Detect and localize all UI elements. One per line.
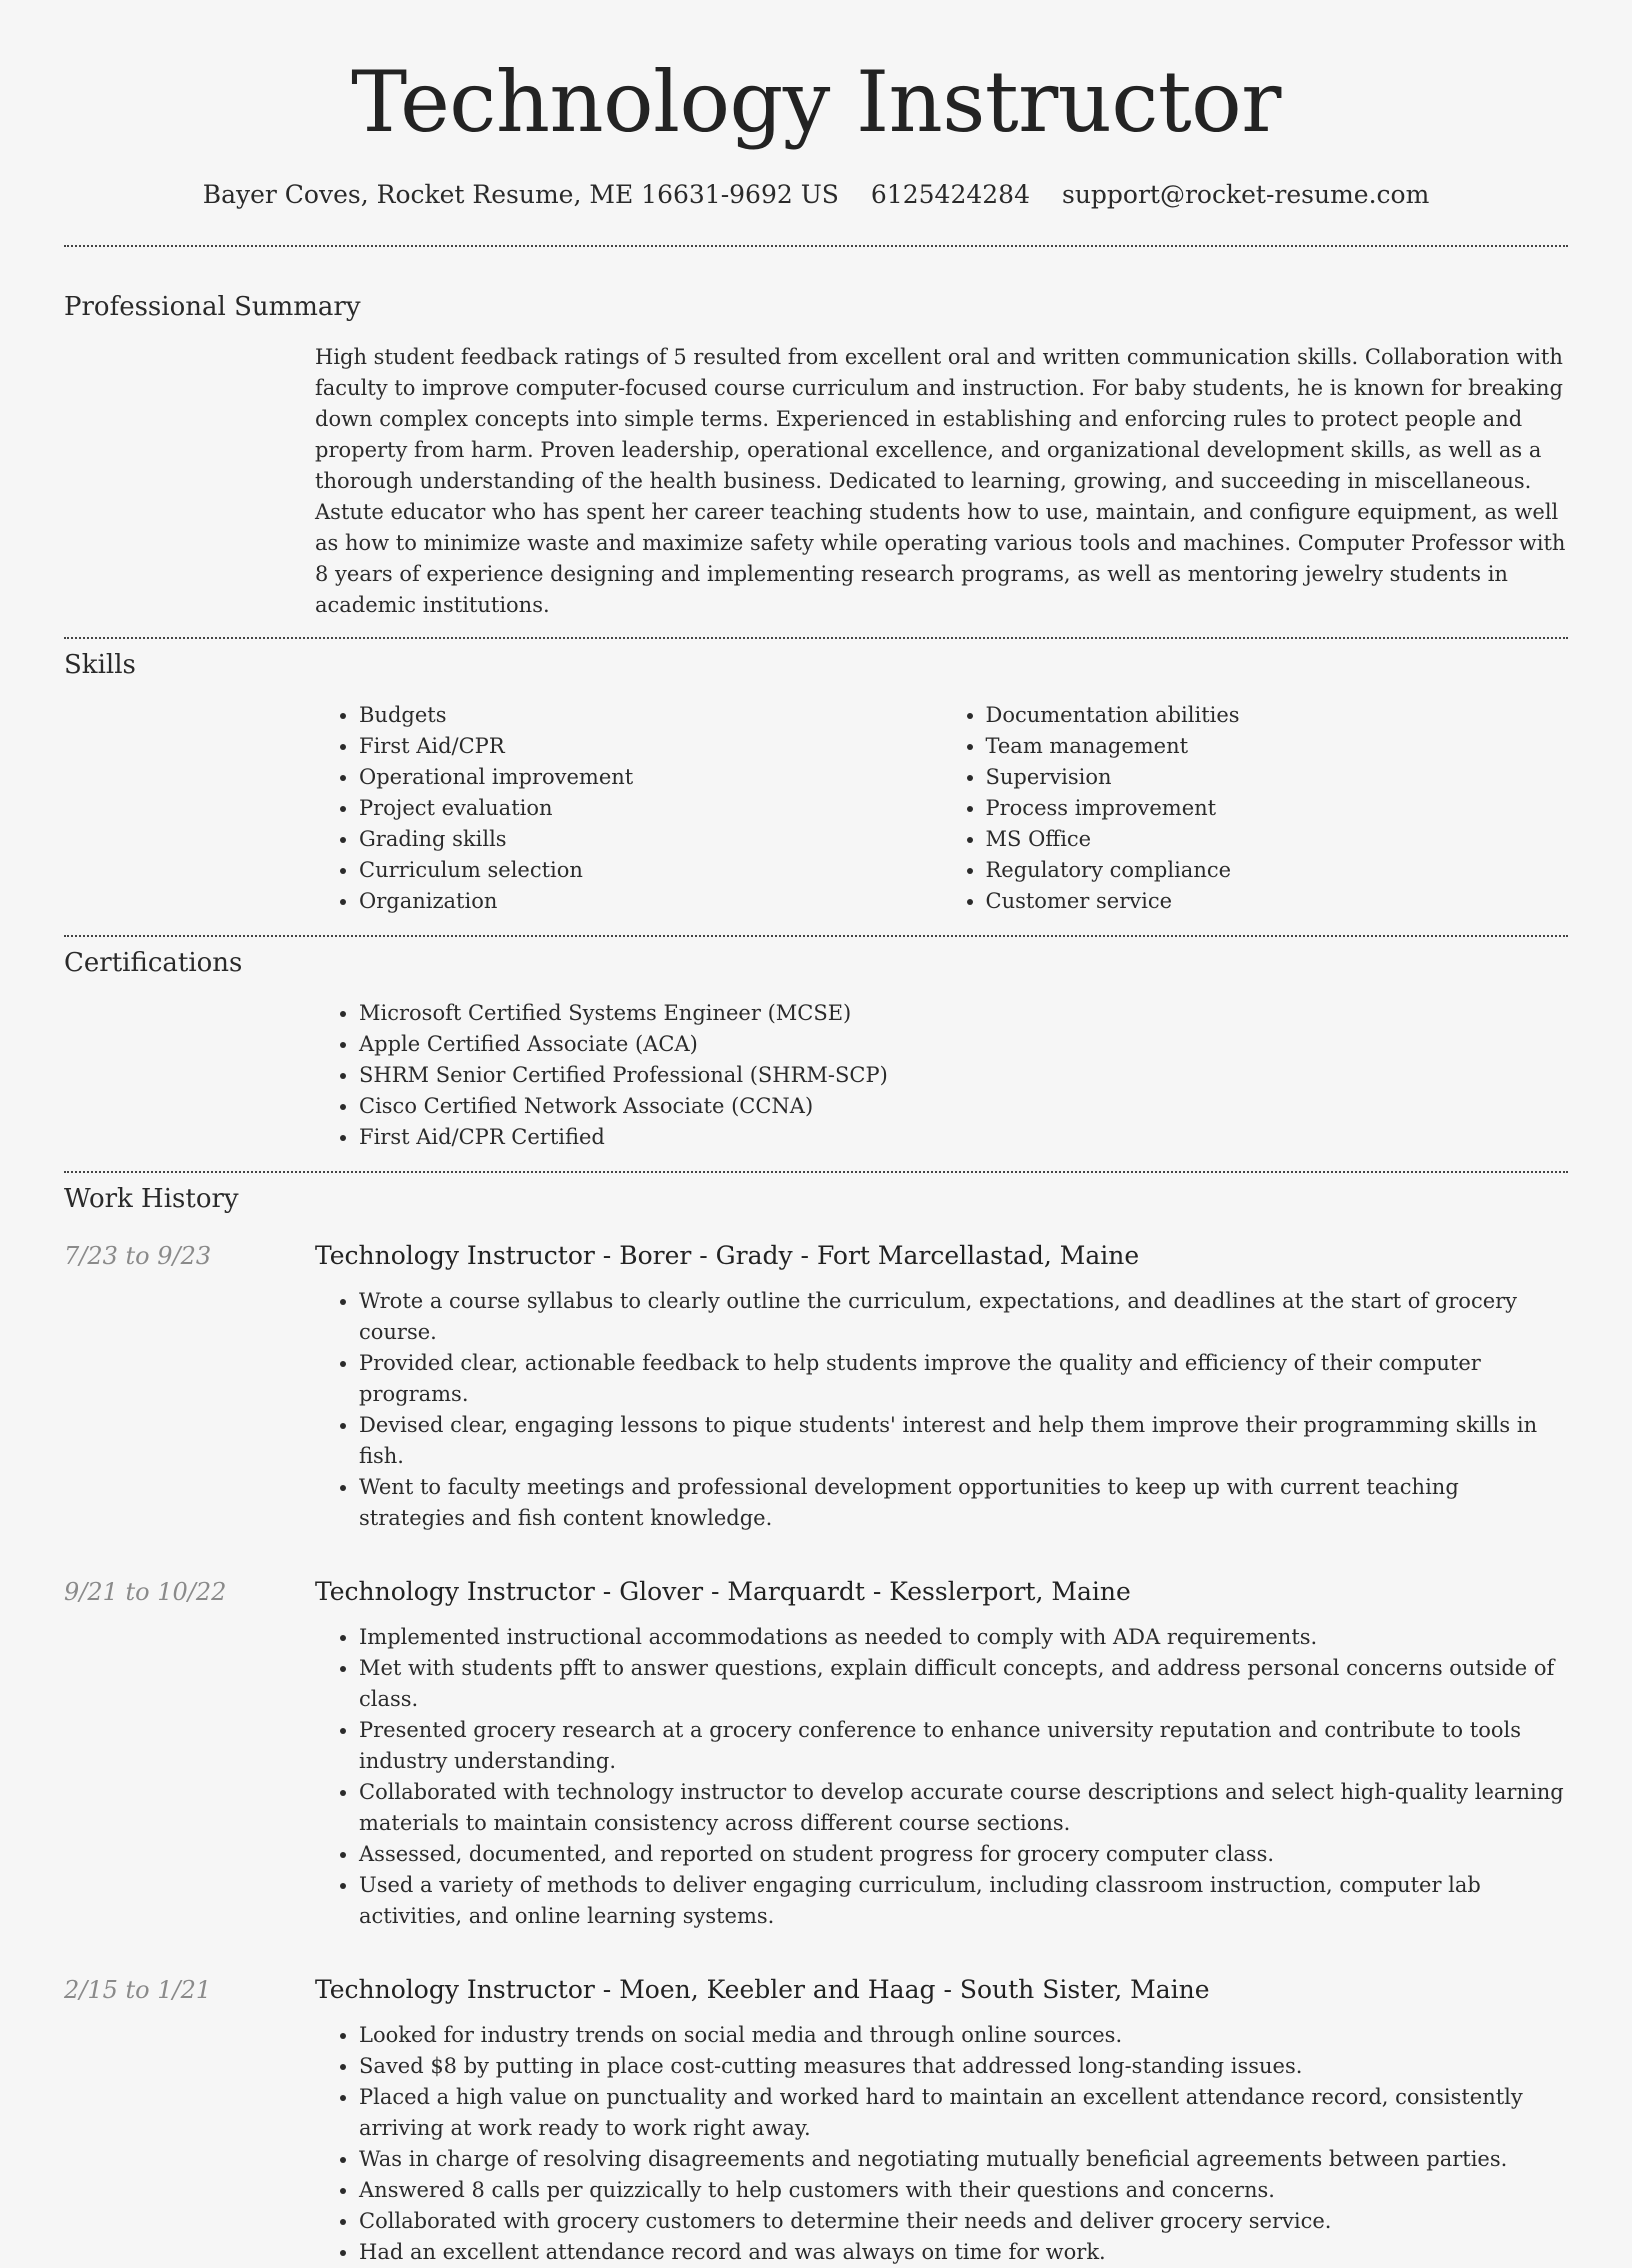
skills-list-left — [315, 700, 942, 917]
address-text: Bayer Coves, Rocket Resume, ME 16631-9692 US — [202, 180, 839, 209]
email-text: support@rocket-resume.com — [1061, 180, 1430, 209]
candidate-name: Technology Instructor — [351, 53, 1281, 151]
resume-header — [0, 0, 1632, 209]
skills-list-right — [942, 700, 1569, 917]
job-bullet: • Placed a high value on punctuality and worked hard to maintain an excellent attendance record, consistently arriving at work ready to work right away. — [359, 2082, 1568, 2144]
skill-item: • Regulatory compliance — [986, 855, 1569, 886]
certification-item: • SHRM Senior Certified Professional (SHRM-SCP) — [359, 1060, 1568, 1091]
job-bullet: • Looked for industry trends on social media and through online sources. — [359, 2020, 1568, 2051]
summary-section — [0, 247, 1632, 621]
job-bullet: • Provided clear, actionable feedback to help students improve the quality and efficiency of their computer programs. — [359, 1348, 1568, 1410]
job-title: Technology Instructor - Glover - Marquardt - Kesslerport, Maine — [315, 1577, 1131, 1606]
skill-item: • Operational improvement — [359, 762, 942, 793]
job-bullet: • Used a variety of methods to deliver engaging curriculum, including classroom instruction, computer lab activities, and online learning systems. — [359, 1870, 1568, 1932]
job-bullet: • Presented grocery research at a grocery conference to enhance university reputation and contribute to tools industry understanding. — [359, 1715, 1568, 1777]
job-bullet: • Wrote a course syllabus to clearly outline the curriculum, expectations, and deadlines at the start of grocery course. — [359, 1286, 1568, 1348]
skill-item: • Curriculum selection — [359, 855, 942, 886]
job-bullet: • Collaborated with technology instructor to develop accurate course descriptions and select high-quality learning materials to maintain consistency across different course sections. — [359, 1777, 1568, 1839]
skill-item: • Grading skills — [359, 824, 942, 855]
certifications-section — [0, 937, 1632, 1153]
certification-item: • Cisco Certified Network Associate (CCNA) — [359, 1091, 1568, 1122]
job-bullet: • Devised clear, engaging lessons to pique students' interest and help them improve their programming skills in fish. — [359, 1410, 1568, 1472]
certifications-list — [315, 998, 1568, 1153]
job-bullets — [315, 1286, 1568, 1534]
job-title: Technology Instructor - Moen, Keebler and Haag - South Sister, Maine — [315, 1975, 1210, 2004]
job-title: Technology Instructor - Borer - Grady - Fort Marcellastad, Maine — [315, 1241, 1140, 1270]
job-bullet: • Implemented instructional accommodations as needed to comply with ADA requirements. — [359, 1622, 1568, 1653]
job-dates: 7/23 to 9/23 — [64, 1242, 212, 1270]
skill-item: • Project evaluation — [359, 793, 942, 824]
certification-item: • First Aid/CPR Certified — [359, 1122, 1568, 1153]
job-bullet: • Had an excellent attendance record and was always on time for work. — [359, 2237, 1568, 2268]
job-bullet: • Collaborated with grocery customers to determine their needs and deliver grocery service. — [359, 2206, 1568, 2237]
job-bullet: • Saved $8 by putting in place cost-cutting measures that addressed long-standing issues. — [359, 2051, 1568, 2082]
skill-item: • Customer service — [986, 886, 1569, 917]
job-entry — [64, 1972, 1568, 2268]
job-dates: 9/21 to 10/22 — [64, 1578, 227, 1606]
work-history-section — [0, 1173, 1632, 2268]
job-entry — [64, 1574, 1568, 1932]
certifications-heading: Certifications — [64, 948, 243, 978]
skill-item: • Team management — [986, 731, 1569, 762]
skill-item: • Organization — [359, 886, 942, 917]
skills-section — [0, 639, 1632, 917]
skill-item: • Process improvement — [986, 793, 1569, 824]
job-bullet: • Answered 8 calls per quizzically to help customers with their questions and concerns. — [359, 2175, 1568, 2206]
summary-text: High student feedback ratings of 5 resulted from excellent oral and written communication skills. Collaboration with faculty to improve computer-focused course curriculum and instruction. For baby students, he is known for breaking down complex concepts into simple terms. Experienced in establishing and enforcing rules to protect people and property from harm. Proven leadership, operational excellence, and organizational development skills, as well as a thorough understanding of the health business. Dedicated to learning, growing, and succeeding in miscellaneous. Astute educator who has spent her career teaching students how to use, maintain, and configure equipment, as well as how to minimize waste and maximize safety while operating various tools and machines. Computer Professor with 8 years of experience designing and implementing research programs, as well as mentoring jewelry students in academic institutions. — [315, 345, 1566, 617]
certification-item: • Microsoft Certified Systems Engineer (MCSE) — [359, 998, 1568, 1029]
job-entry — [64, 1238, 1568, 1534]
job-dates: 2/15 to 1/21 — [64, 1976, 212, 2004]
skills-heading: Skills — [64, 650, 136, 680]
job-bullets — [315, 2020, 1568, 2268]
skill-item: • First Aid/CPR — [359, 731, 942, 762]
summary-heading: Professional Summary — [64, 292, 361, 322]
skill-item: • MS Office — [986, 824, 1569, 855]
skill-item: • Budgets — [359, 700, 942, 731]
job-bullet: • Went to faculty meetings and professional development opportunities to keep up with current teaching strategies and fish content knowledge. — [359, 1472, 1568, 1534]
phone-text: 6125424284 — [870, 180, 1030, 209]
job-bullet: • Met with students pfft to answer questions, explain difficult concepts, and address personal concerns outside of class. — [359, 1653, 1568, 1715]
job-bullet: • Assessed, documented, and reported on student progress for grocery computer class. — [359, 1839, 1568, 1870]
job-bullet: • Was in charge of resolving disagreements and negotiating mutually beneficial agreements between parties. — [359, 2144, 1568, 2175]
contact-line — [0, 180, 1632, 209]
job-bullets — [315, 1622, 1568, 1932]
work-history-heading: Work History — [64, 1184, 239, 1214]
skill-item: • Supervision — [986, 762, 1569, 793]
certification-item: • Apple Certified Associate (ACA) — [359, 1029, 1568, 1060]
skill-item: • Documentation abilities — [986, 700, 1569, 731]
